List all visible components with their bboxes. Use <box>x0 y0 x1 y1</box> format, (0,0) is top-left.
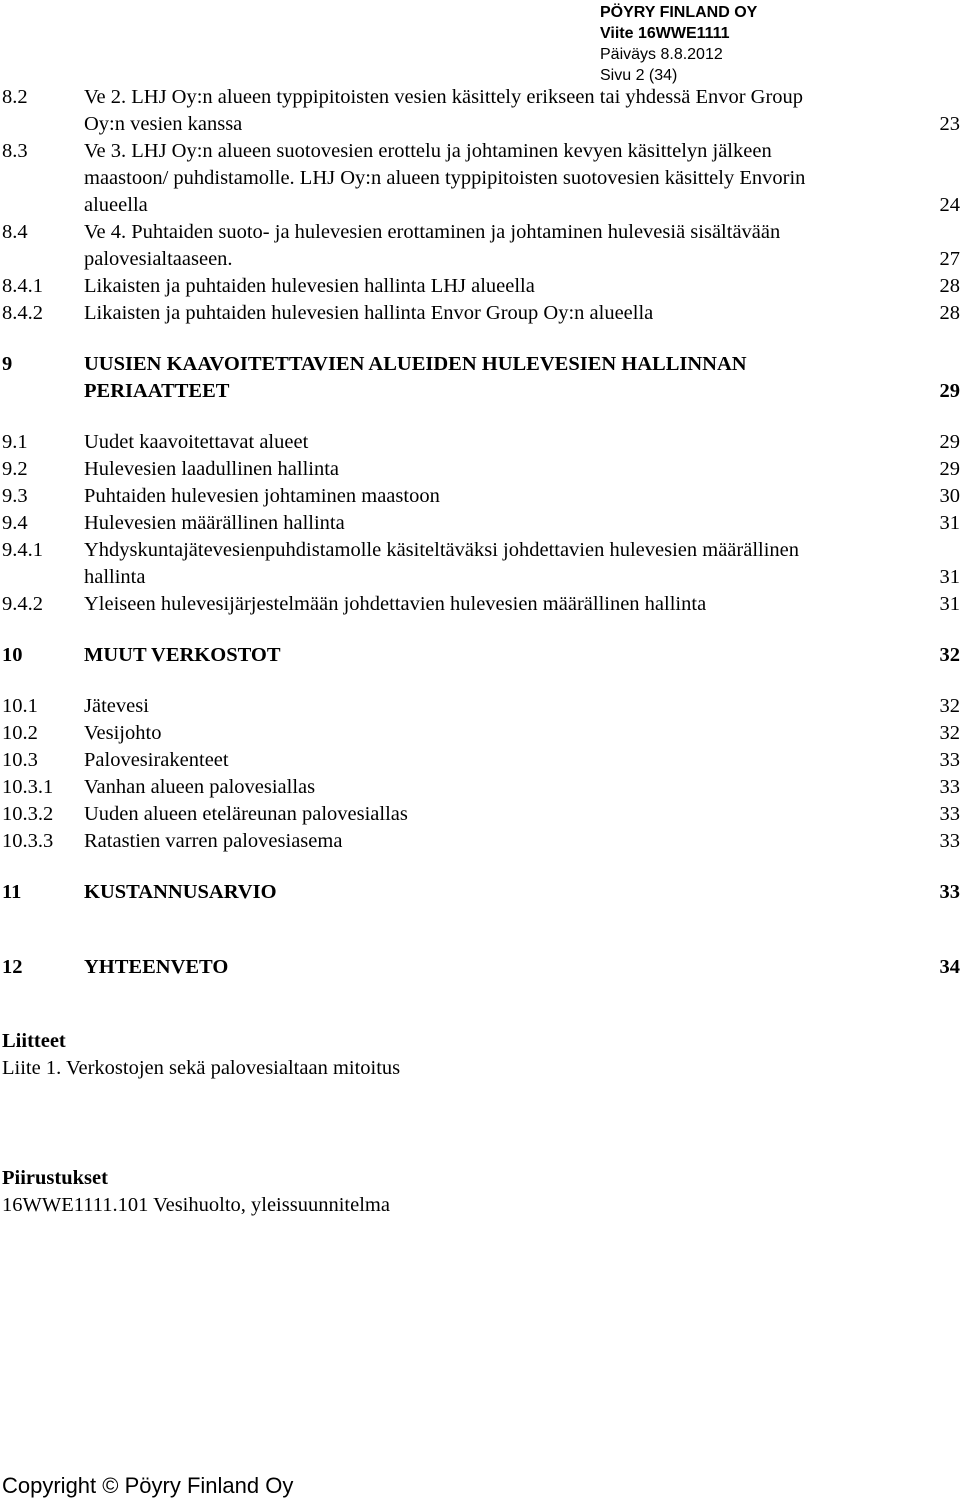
toc-number: 9.4.2 <box>2 593 43 615</box>
toc-page: 32 <box>939 644 960 666</box>
toc-page: 31 <box>939 566 960 588</box>
toc-page: 32 <box>939 695 960 717</box>
section-gap <box>0 327 960 351</box>
toc-number: 9.2 <box>2 458 28 480</box>
drawings-section <box>2 1165 390 1219</box>
toc-page: 33 <box>939 830 960 852</box>
toc-entry-8-4-1 <box>0 273 960 300</box>
toc-number: 9.4.1 <box>2 539 43 561</box>
toc-number: 11 <box>2 881 22 903</box>
toc-title: Yhdyskuntajätevesienpuhdistamolle käsiteltäväksi johdettavien hulevesien määrällinen hallinta <box>84 539 800 588</box>
toc-number: 8.3 <box>2 140 28 162</box>
toc-number: 8.4 <box>2 221 28 243</box>
toc-entry-10-3-3 <box>0 828 960 855</box>
toc-title: Hulevesien määrällinen hallinta <box>84 512 345 534</box>
toc-page: 33 <box>939 776 960 798</box>
toc-page: 33 <box>939 749 960 771</box>
toc-number: 8.4.1 <box>2 275 43 297</box>
toc-entry-10-1 <box>0 693 960 720</box>
copyright-footer: Copyright © Pöyry Finland Oy <box>2 1473 294 1498</box>
section-gap <box>0 855 960 879</box>
toc-page: 28 <box>939 302 960 324</box>
toc-page: 29 <box>939 380 960 402</box>
section-gap <box>0 906 960 954</box>
toc-number: 10.1 <box>2 695 38 717</box>
toc-title: Likaisten ja puhtaiden hulevesien hallinta LHJ alueella <box>84 275 535 297</box>
toc-entry-10-2 <box>0 720 960 747</box>
attachments-title: Liitteet <box>2 1030 66 1052</box>
toc-number: 9.3 <box>2 485 28 507</box>
toc-entry-9-4-1 <box>0 537 960 591</box>
toc-number: 10.3 <box>2 749 38 771</box>
attachment-item: Liite 1. Verkostojen sekä palovesialtaan mitoitus <box>2 1057 401 1079</box>
toc-page: 33 <box>939 803 960 825</box>
toc-page: 31 <box>939 512 960 534</box>
section-gap <box>0 669 960 693</box>
toc-title: Yleiseen hulevesijärjestelmään johdettavien hulevesien määrällinen hallinta <box>84 593 707 615</box>
section-gap <box>0 405 960 429</box>
toc-number: 10.3.3 <box>2 830 54 852</box>
toc-chapter-9 <box>0 351 960 405</box>
toc-page: 28 <box>939 275 960 297</box>
toc-page: 32 <box>939 722 960 744</box>
document-header <box>600 2 757 86</box>
toc-page: 29 <box>939 431 960 453</box>
toc-entry-8-4-2 <box>0 300 960 327</box>
document-date: Päiväys 8.8.2012 <box>600 46 723 63</box>
toc-title: UUSIEN KAAVOITETTAVIEN ALUEIDEN HULEVESIEN HALLINNAN PERIAATTEET <box>84 353 747 402</box>
toc-title: Uudet kaavoitettavat alueet <box>84 431 309 453</box>
attachments-section <box>2 1028 400 1082</box>
section-gap <box>0 618 960 642</box>
toc-number: 8.2 <box>2 86 28 108</box>
toc-number: 9.1 <box>2 431 28 453</box>
toc-chapter-10 <box>0 642 960 669</box>
toc-entry-8-4 <box>0 219 960 273</box>
toc-title: Puhtaiden hulevesien johtaminen maastoon <box>84 485 440 507</box>
toc-title: Ve 4. Puhtaiden suoto- ja hulevesien erottaminen ja johtaminen hulevesiä sisältävään palovesialtaaseen. <box>84 221 781 270</box>
toc-page: 31 <box>939 593 960 615</box>
toc-title: Vesijohto <box>84 722 162 744</box>
toc-title: Palovesirakenteet <box>84 749 229 771</box>
toc-page: 24 <box>939 194 960 216</box>
drawings-title: Piirustukset <box>2 1167 108 1189</box>
toc-page: 33 <box>939 881 960 903</box>
toc-title: Ve 2. LHJ Oy:n alueen typpipitoisten vesien käsittely erikseen tai yhdessä Envor Group Oy:n vesien kanssa <box>84 86 804 135</box>
toc-page: 29 <box>939 458 960 480</box>
toc-number: 8.4.2 <box>2 302 43 324</box>
toc-entry-8-3 <box>0 138 960 219</box>
toc-entry-8-2 <box>0 84 960 138</box>
toc-title: Jätevesi <box>84 695 149 717</box>
toc-title: Hulevesien laadullinen hallinta <box>84 458 340 480</box>
toc-entry-9-4 <box>0 510 960 537</box>
toc-number: 9 <box>2 353 13 375</box>
toc-entry-10-3-1 <box>0 774 960 801</box>
company-name: PÖYRY FINLAND OY <box>600 4 758 21</box>
toc-chapter-12 <box>0 954 960 981</box>
table-of-contents <box>0 84 960 981</box>
toc-number: 10 <box>2 644 23 666</box>
toc-title: Ve 3. LHJ Oy:n alueen suotovesien erottelu ja johtaminen kevyen käsittelyn jälkeen maastoon/ puhdistamolle. LHJ Oy:n alueen typpipitoisten suotovesien käsittely Envorin alueella <box>84 140 806 216</box>
toc-number: 10.2 <box>2 722 38 744</box>
toc-title: MUUT VERKOSTOT <box>84 644 281 666</box>
toc-entry-9-1 <box>0 429 960 456</box>
toc-page: 34 <box>939 956 960 978</box>
toc-number: 10.3.1 <box>2 776 54 798</box>
toc-entry-9-3 <box>0 483 960 510</box>
toc-entry-10-3 <box>0 747 960 774</box>
toc-number: 10.3.2 <box>2 803 54 825</box>
toc-title: Vanhan alueen palovesiallas <box>84 776 316 798</box>
drawing-item: 16WWE1111.101 Vesihuolto, yleissuunnitelma <box>2 1194 390 1216</box>
toc-entry-9-2 <box>0 456 960 483</box>
toc-chapter-11 <box>0 879 960 906</box>
toc-page: 30 <box>939 485 960 507</box>
toc-title: Likaisten ja puhtaiden hulevesien hallinta Envor Group Oy:n alueella <box>84 302 654 324</box>
toc-number: 9.4 <box>2 512 28 534</box>
toc-number: 12 <box>2 956 23 978</box>
toc-title: Ratastien varren palovesiasema <box>84 830 343 852</box>
toc-title: Uuden alueen eteläreunan palovesiallas <box>84 803 408 825</box>
toc-title: KUSTANNUSARVIO <box>84 881 277 903</box>
page-number: Sivu 2 (34) <box>600 67 678 84</box>
toc-page: 27 <box>939 248 960 270</box>
toc-title: YHTEENVETO <box>84 956 229 978</box>
reference-number: Viite 16WWE1111 <box>600 25 730 42</box>
toc-entry-10-3-2 <box>0 801 960 828</box>
toc-entry-9-4-2 <box>0 591 960 618</box>
toc-page: 23 <box>939 113 960 135</box>
